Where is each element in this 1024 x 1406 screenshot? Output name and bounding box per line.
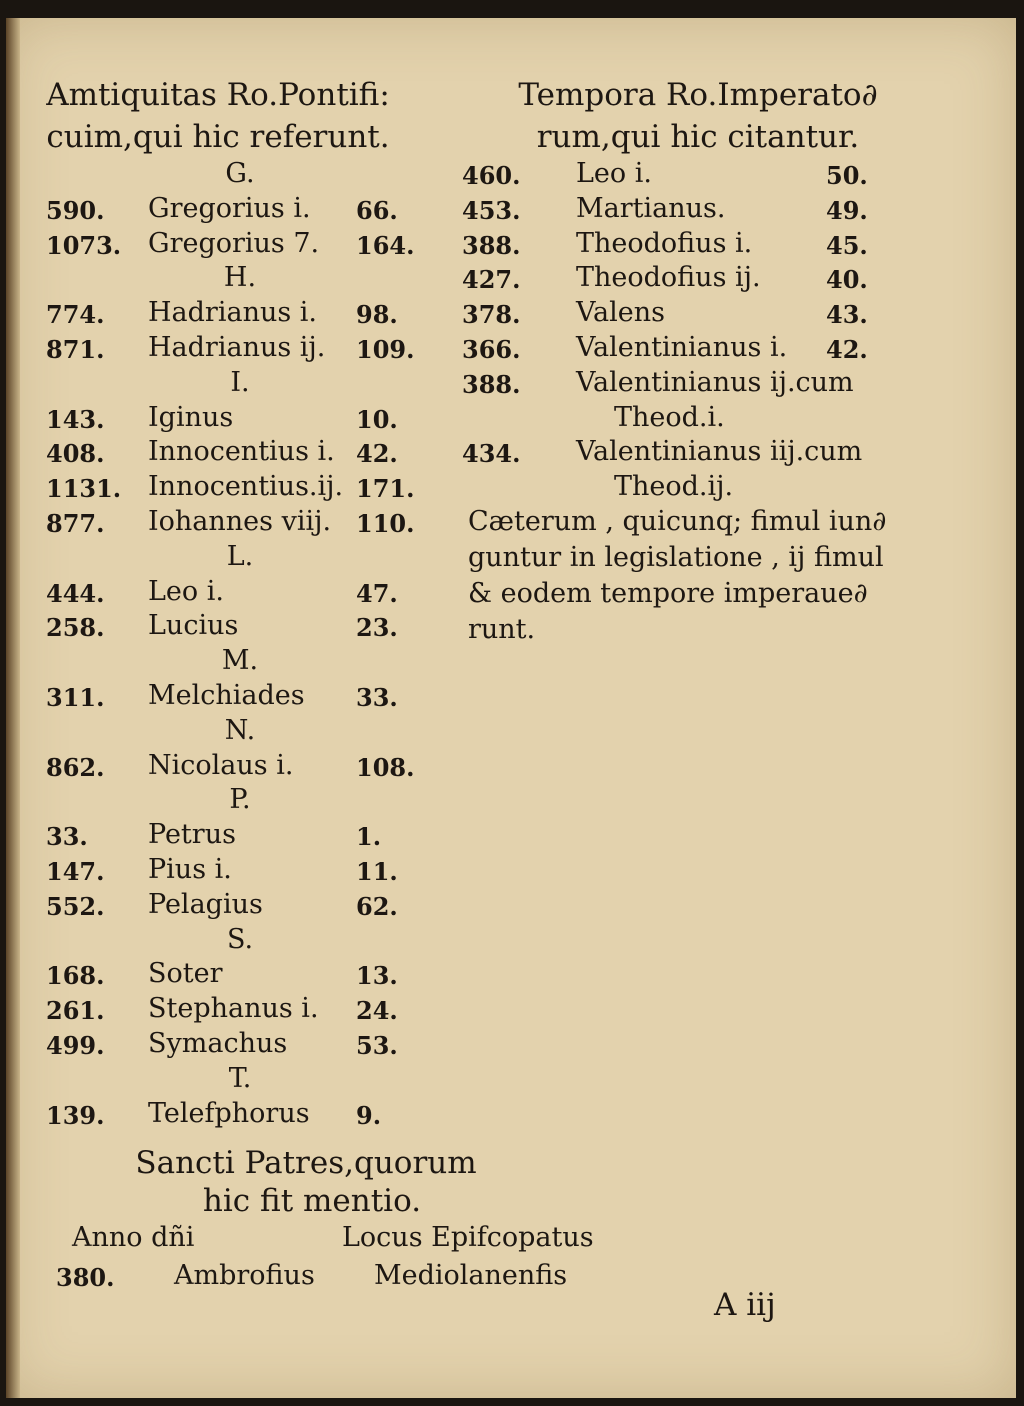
fathers-heading-line-2: hic fit mentio. — [202, 1183, 422, 1219]
emperor-name-continued: Theod.i. — [614, 401, 725, 433]
pope-name: Pelagius — [148, 888, 263, 920]
emperor-name: Leo i. — [576, 158, 652, 189]
pope-reference: 24. — [356, 996, 398, 1026]
father-see: Mediolanenfis — [374, 1260, 568, 1291]
pope-year: 499. — [46, 1031, 105, 1060]
right-heading-line-2: rum,qui hic citantur. — [536, 119, 860, 155]
emperor-reference: 49. — [826, 195, 868, 225]
emperor-name: Valentinianus i. — [576, 332, 788, 363]
pope-name: Lucius — [148, 610, 239, 642]
right-heading-line-1: Tempora Ro.Imperato∂ — [518, 77, 878, 113]
emperor-name: Martianus. — [576, 192, 726, 224]
pope-year: 1073. — [46, 230, 122, 260]
section-letter: T. — [228, 1062, 252, 1094]
pope-name: Hadrianus i. — [148, 297, 318, 329]
pope-year: 444. — [46, 578, 105, 608]
section-letter: S. — [226, 923, 254, 955]
left-heading-line-2: cuim,qui hic referunt. — [46, 119, 390, 155]
emperor-name: Theodofius ij. — [576, 262, 761, 294]
section-letter: G. — [225, 158, 255, 189]
emperor-reference: 50. — [826, 161, 868, 190]
pope-reference: 9. — [356, 1100, 382, 1130]
pope-year: 877. — [46, 509, 105, 538]
emperor-year: 434. — [462, 439, 521, 469]
pope-reference: 171. — [356, 474, 415, 504]
pope-year: 311. — [46, 683, 105, 712]
pope-reference: 164. — [356, 230, 415, 260]
pope-reference: 13. — [356, 961, 398, 991]
emperor-year: 378. — [462, 300, 521, 330]
fathers-year-header: Anno dñi — [72, 1222, 195, 1253]
pope-name: Soter — [148, 958, 223, 990]
pope-name: Leo i. — [148, 575, 224, 607]
pope-reference: 42. — [356, 439, 398, 469]
section-letter: I. — [230, 366, 250, 398]
book-page — [6, 18, 1016, 1398]
caeterum-line-2: guntur in legislatione , ij fimul — [468, 542, 884, 573]
signature-mark: A iij — [714, 1287, 776, 1323]
pope-reference: 33. — [356, 683, 398, 712]
pope-reference: 11. — [356, 857, 398, 886]
pope-year: 258. — [46, 613, 105, 643]
fathers-place-header: Locus Epifcopatus — [342, 1222, 594, 1253]
pope-year: 168. — [46, 961, 105, 991]
pope-name: Stephanus i. — [148, 993, 319, 1025]
father-name: Ambrofius — [174, 1260, 315, 1291]
pope-year: 261. — [46, 996, 105, 1026]
emperor-reference: 42. — [826, 335, 868, 364]
emperor-name-continued: Theod.ij. — [614, 471, 734, 503]
pope-reference: 98. — [356, 300, 398, 330]
pope-name: Nicolaus i. — [148, 749, 294, 781]
emperor-year: 366. — [462, 335, 521, 364]
pope-year: 143. — [46, 404, 105, 434]
pope-reference: 53. — [356, 1031, 398, 1060]
pope-year: 1131. — [46, 474, 122, 504]
pope-name: Gregorius 7. — [148, 227, 320, 259]
pope-reference: 1. — [356, 822, 382, 852]
pope-reference: 10. — [356, 404, 398, 434]
section-letter: L. — [226, 540, 254, 572]
left-heading-line-1: Amtiquitas Ro.Pontifi: — [46, 77, 390, 113]
pope-name: Pius i. — [148, 854, 232, 885]
pope-name: Telefphorus — [148, 1097, 310, 1129]
section-letter: M. — [221, 645, 259, 677]
caeterum-line-1: Cæterum , quicunq; fimul iun∂ — [468, 506, 887, 537]
section-letter: P. — [229, 784, 251, 816]
pope-name: Innocentius.ij. — [148, 471, 344, 503]
pope-year: 871. — [46, 335, 105, 364]
pope-name: Iohannes viij. — [148, 506, 332, 537]
pope-year: 552. — [46, 891, 105, 921]
pope-reference: 62. — [356, 891, 398, 921]
pope-reference: 66. — [356, 195, 398, 225]
emperor-year: 388. — [462, 230, 521, 260]
emperor-reference: 45. — [826, 230, 868, 260]
emperor-reference: 43. — [826, 300, 868, 330]
pope-year: 147. — [46, 857, 105, 886]
emperor-name: Valentinianus iij.cum — [576, 436, 863, 468]
caeterum-line-3: & eodem tempore imperaue∂ — [468, 578, 868, 609]
pope-name: Symachus — [148, 1028, 288, 1059]
pope-year: 774. — [46, 300, 105, 330]
pope-year: 33. — [46, 822, 88, 852]
pope-name: Gregorius i. — [148, 192, 311, 224]
pope-name: Iginus — [148, 401, 234, 433]
pope-reference: 110. — [356, 509, 415, 538]
fathers-heading-line-1: Sancti Patres,quorum — [135, 1145, 477, 1181]
pope-name: Innocentius i. — [148, 436, 335, 468]
pope-name: Petrus — [148, 819, 236, 851]
pope-year: 862. — [46, 752, 105, 782]
emperor-year: 388. — [462, 369, 521, 399]
emperor-year: 460. — [462, 161, 521, 190]
pope-year: 408. — [46, 439, 105, 469]
emperor-name: Valens — [576, 297, 665, 329]
emperor-name: Theodofius i. — [576, 227, 753, 259]
pope-reference: 108. — [356, 752, 415, 782]
caeterum-line-4: runt. — [468, 614, 536, 645]
emperor-reference: 40. — [826, 265, 868, 295]
pope-name: Melchiades — [148, 680, 305, 711]
section-letter: N. — [224, 714, 256, 746]
pope-reference: 47. — [356, 578, 398, 608]
emperor-year: 427. — [462, 265, 521, 295]
emperor-year: 453. — [462, 195, 521, 225]
pope-reference: 23. — [356, 613, 398, 643]
page-spine — [6, 18, 20, 1398]
father-year: 380. — [56, 1263, 115, 1292]
section-letter: H. — [223, 262, 257, 294]
pope-reference: 109. — [356, 335, 415, 364]
pope-name: Hadrianus ij. — [148, 332, 326, 363]
pope-year: 590. — [46, 195, 105, 225]
emperor-name: Valentinianus ij.cum — [576, 366, 854, 398]
pope-year: 139. — [46, 1100, 105, 1130]
